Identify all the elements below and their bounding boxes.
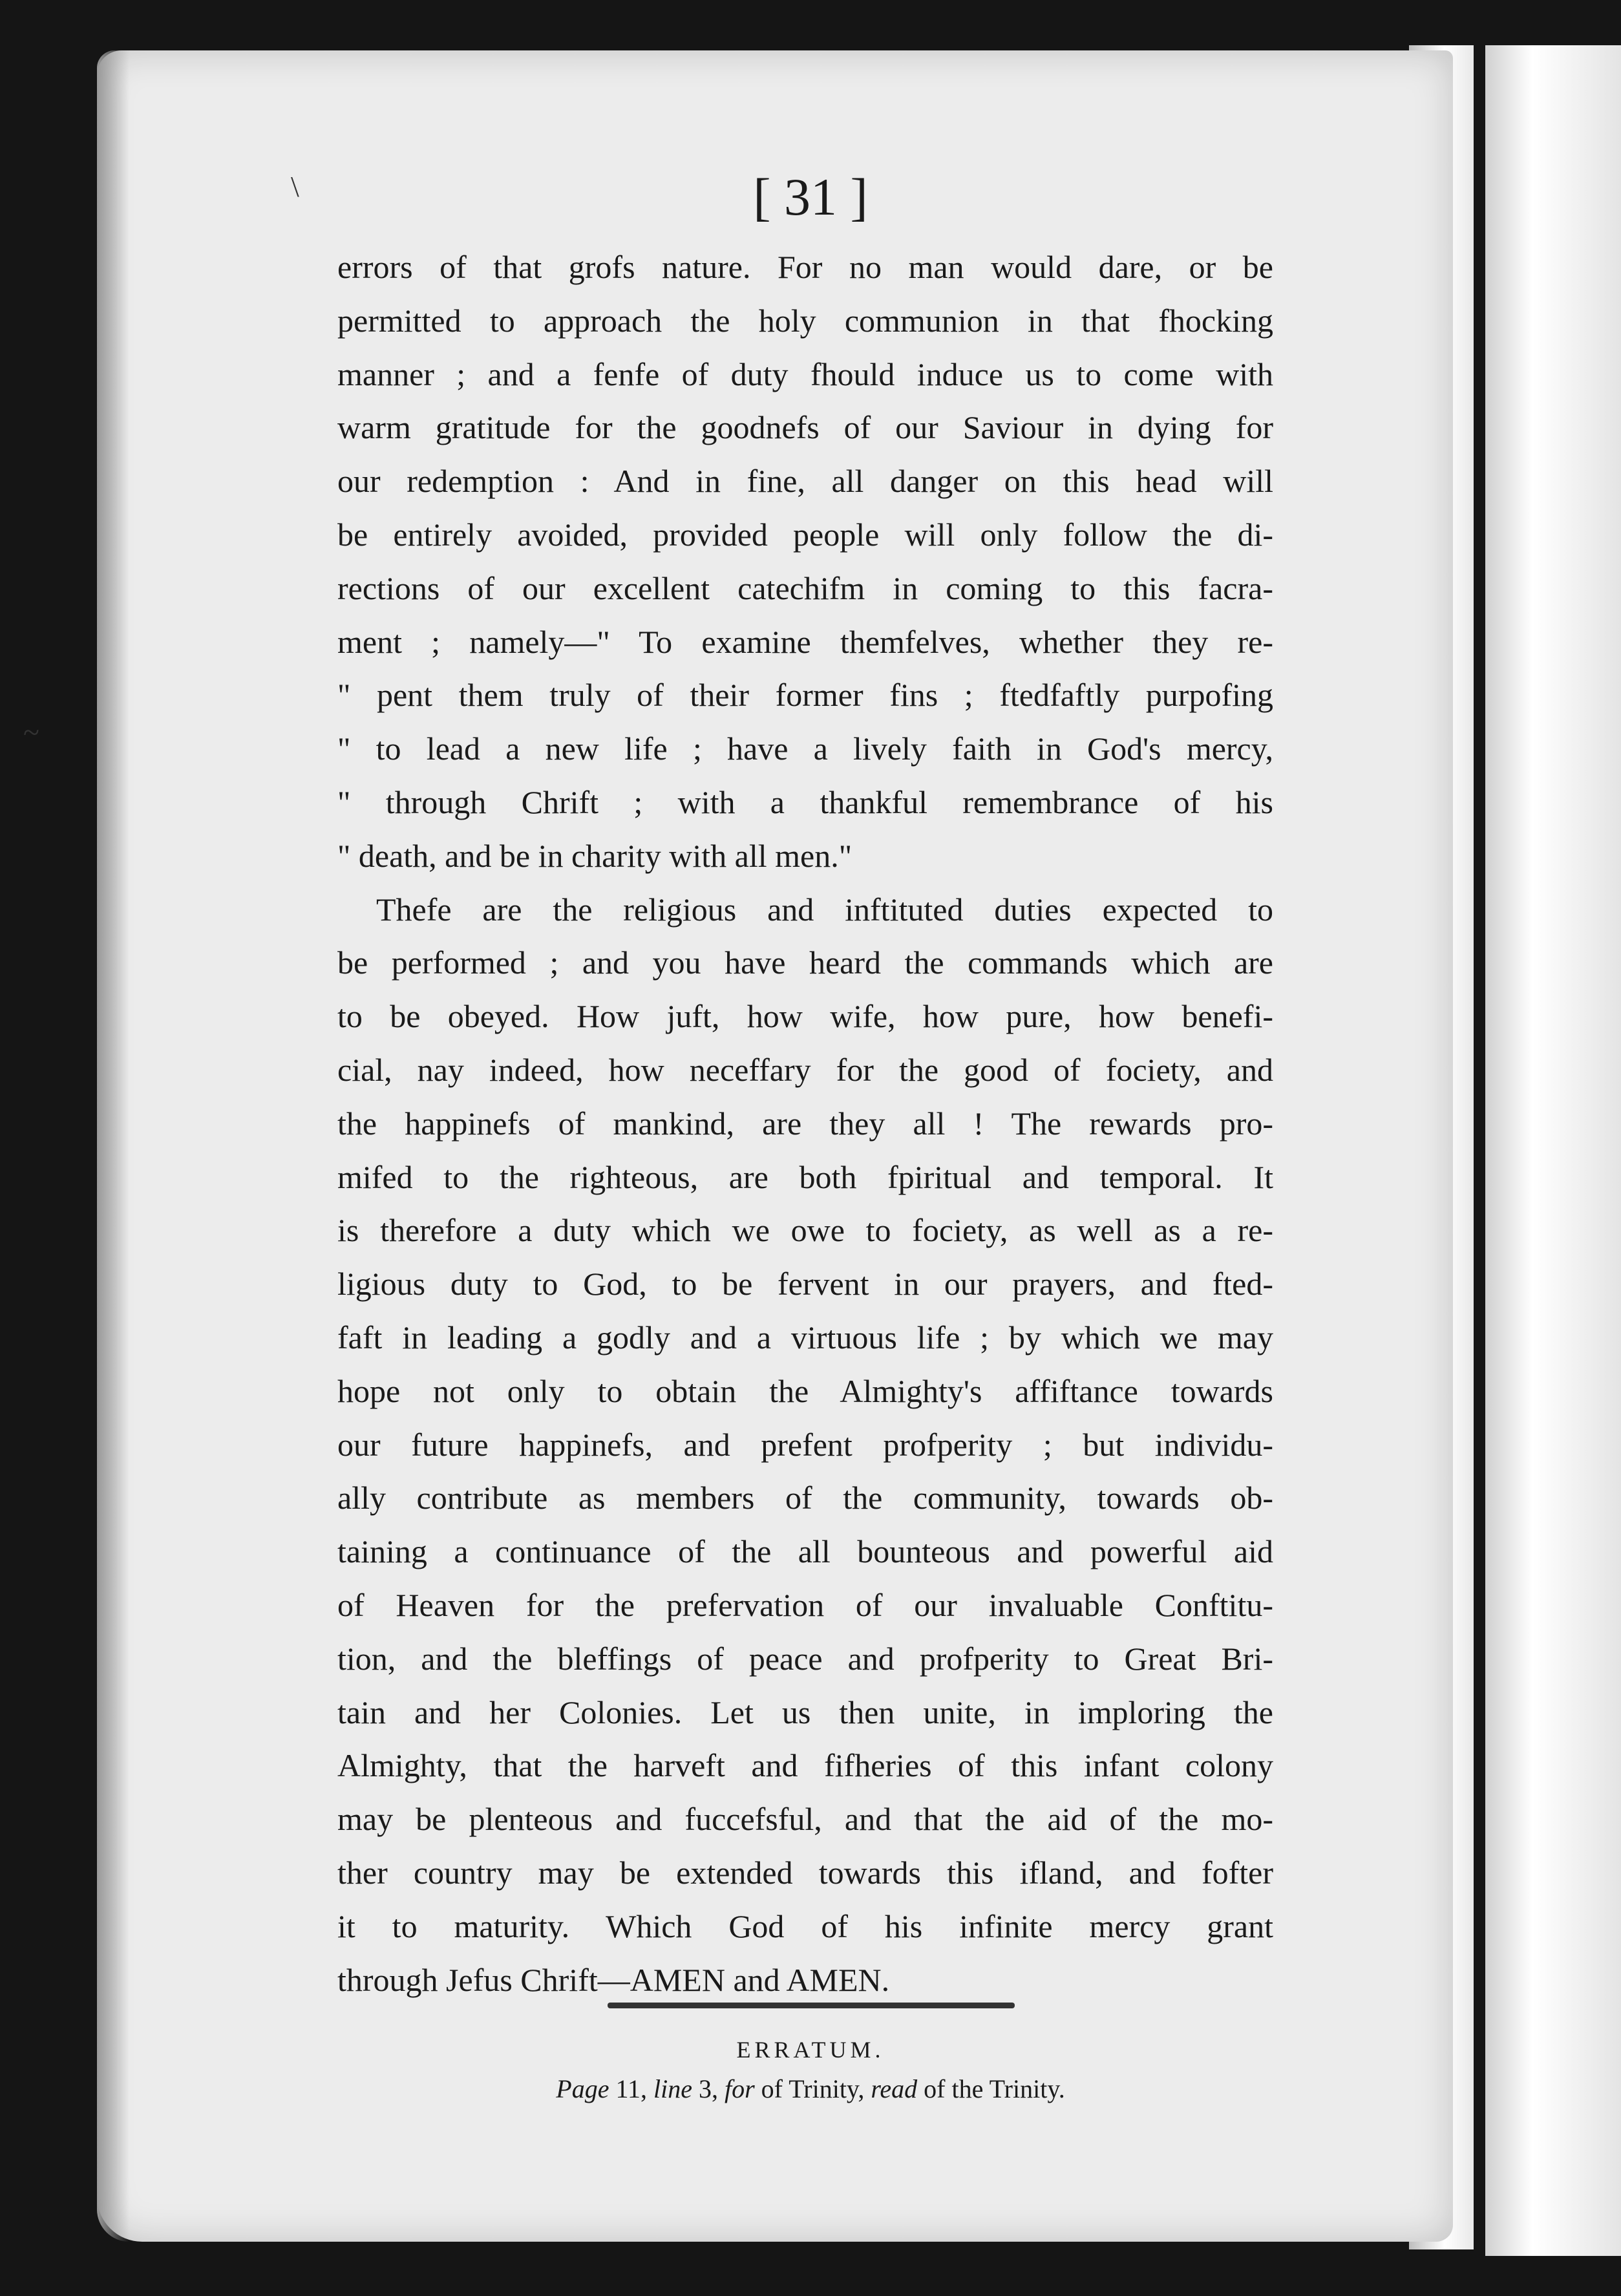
erratum-for-text: of Trinity,	[761, 2074, 865, 2103]
decorative-rule	[608, 2003, 1015, 2008]
erratum-read-text: of the Trinity.	[924, 2074, 1065, 2103]
erratum-page-value: 11,	[615, 2074, 647, 2103]
text-line: through Jefus Chrift—AMEN and AMEN.	[337, 1961, 890, 1998]
page-edge-shadow	[97, 50, 129, 2242]
text-line: may be plenteous and fuccefsful, and that the aid of the mo-	[337, 1801, 1273, 1838]
erratum-for-label: for	[724, 2074, 755, 2103]
text-line: " through Chrift ; with a thankful remembrance of his	[337, 783, 1273, 820]
paragraph-2	[337, 883, 1273, 2007]
facing-page	[1485, 45, 1621, 2256]
page-number: [ 31 ]	[753, 167, 868, 226]
erratum-correction	[0, 2074, 1621, 2104]
text-line: cial, nay indeed, how neceffary for the good of fociety, and	[337, 1051, 1273, 1088]
text-line: our future happinefs, and prefent profperity ; but individu-	[337, 1426, 1273, 1463]
sermon-text	[337, 240, 1273, 2006]
text-line: ally contribute as members of the community, towards ob-	[337, 1480, 1273, 1516]
text-line: faft in leading a godly and a virtuous life ; by which we may	[337, 1319, 1273, 1355]
text-line: the happinefs of mankind, are they all ! The rewards pro-	[337, 1105, 1273, 1142]
stray-ink-mark: \	[291, 170, 299, 203]
text-line: manner ; and a fenfe of duty fhould induce us to come with	[337, 356, 1273, 392]
text-line: permitted to approach the holy communion in that fhocking	[337, 302, 1273, 339]
text-line: rections of our excellent catechifm in coming to this facra-	[337, 569, 1273, 606]
text-line: " death, and be in charity with all men."	[337, 837, 853, 874]
text-line: to be obeyed. How juft, how wife, how pure, how benefi-	[337, 998, 1273, 1035]
text-line: be performed ; and you have heard the commands which are	[337, 944, 1273, 981]
text-line: it to maturity. Which God of his infinite mercy grant	[337, 1908, 1273, 1944]
text-line: our redemption : And in fine, all danger on this head will	[337, 463, 1273, 500]
text-line: " pent them truly of their former fins ; ftedfaftly purpofing	[337, 677, 1273, 714]
erratum-line-label: line	[653, 2074, 692, 2103]
text-line: of Heaven for the prefervation of our invaluable Conftitu-	[337, 1586, 1273, 1623]
text-line: is therefore a duty which we owe to fociety, as well as a re-	[337, 1212, 1273, 1249]
paragraph-1	[337, 240, 1273, 883]
stray-ink-mark: ~	[23, 716, 39, 749]
text-line: ment ; namely—" To examine themfelves, whether they re-	[337, 623, 1273, 660]
text-line: tain and her Colonies. Let us then unite, in imploring the	[337, 1694, 1273, 1730]
text-line: Almighty, that the harveft and fifheries of this infant colony	[337, 1747, 1273, 1784]
text-line: taining a continuance of the all bounteous and powerful aid	[337, 1533, 1273, 1570]
erratum-title: ERRATUM.	[736, 2037, 885, 2063]
text-line: hope not only to obtain the Almighty's affiftance towards	[337, 1372, 1273, 1409]
text-line: " to lead a new life ; have a lively faith in God's mercy,	[337, 730, 1273, 767]
erratum-line-value: 3,	[698, 2074, 718, 2103]
erratum-read-label: read	[871, 2074, 918, 2103]
text-line: errors of that grofs nature. For no man would dare, or be	[337, 249, 1273, 285]
text-line: ligious duty to God, to be fervent in our prayers, and fted-	[337, 1266, 1273, 1302]
text-line: mifed to the righteous, are both fpiritual and temporal. It	[337, 1158, 1273, 1195]
text-line: Thefe are the religious and inftituted duties expected to	[376, 891, 1273, 928]
erratum-page-label: Page	[556, 2074, 609, 2103]
text-line: tion, and the bleffings of peace and profperity to Great Bri-	[337, 1640, 1273, 1677]
text-line: be entirely avoided, provided people will only follow the di-	[337, 516, 1273, 553]
text-line: ther country may be extended towards this ifland, and fofter	[337, 1854, 1273, 1891]
text-line: warm gratitude for the goodnefs of our Saviour in dying for	[337, 409, 1273, 446]
